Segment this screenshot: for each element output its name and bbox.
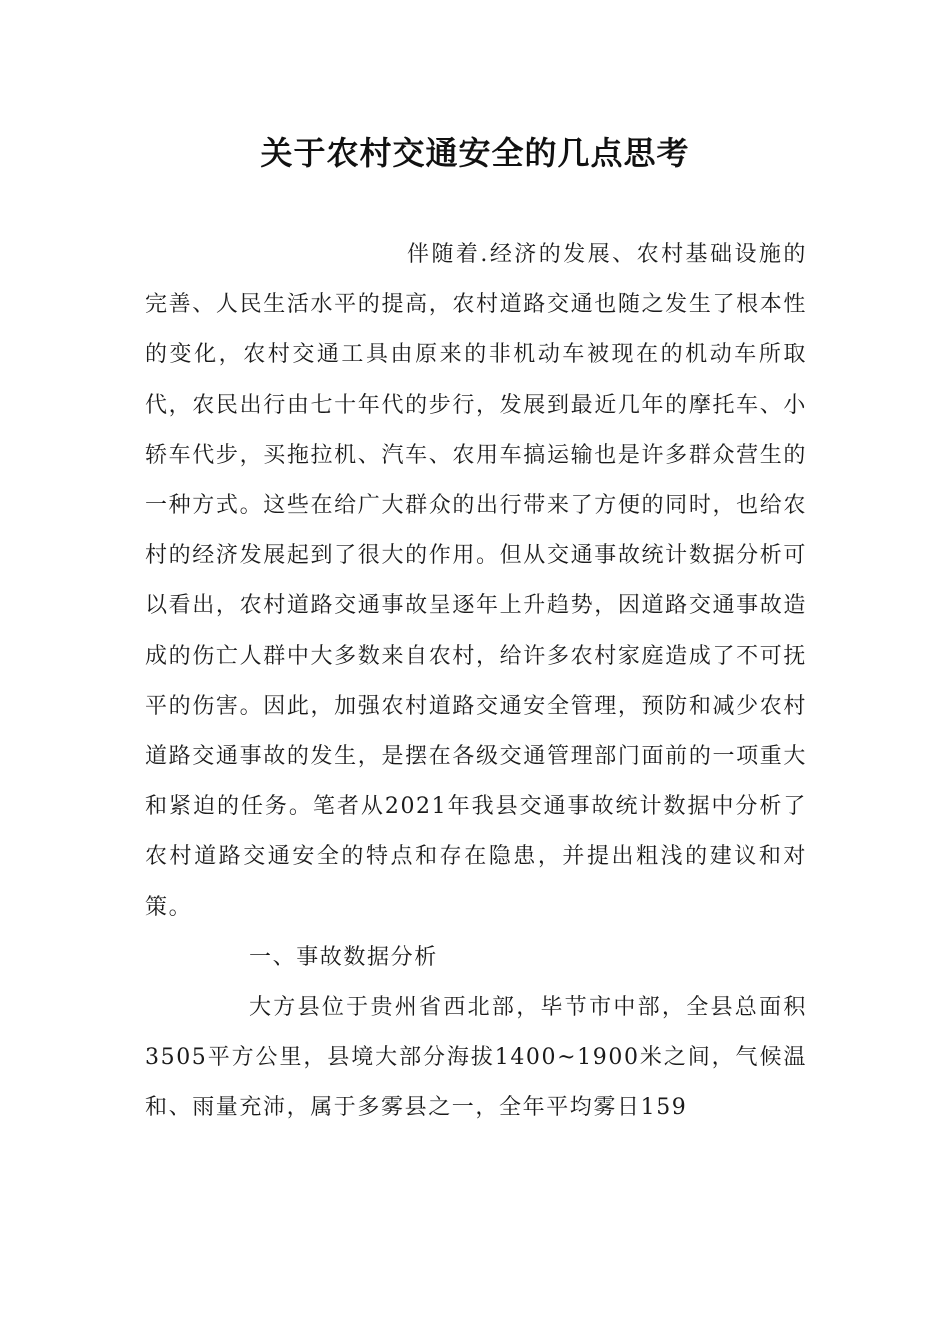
intro-paragraph: 伴随着.经济的发展、农村基础设施的完善、人民生活水平的提高，农村道路交通也随之发生了根本性的变化，农村交通工具由原来的非机动车被现在的机动车所取代，农民出行由七十年代的步行，发展到最近几年的摩托车、小轿车代步，买拖拉机、汽车、农用车搞运输也是许多群众营生的一种方式。这些在给广大群众的出行带来了方便的同时，也给农村的经济发展起到了很大的作用。但从交通事故统计数据分析可以看出，农村道路交通事故呈逐年上升趋势，因道路交通事故造成的伤亡人群中大多数来自农村，给许多农村家庭造成了不可抚平的伤害。因此，加强农村道路交通安全管理，预防和减少农村道路交通事故的发生，是摆在各级交通管理部门面前的一项重大和紧迫的任务。笔者从2021年我县交通事故统计数据中分析了农村道路交通安全的特点和存在隐患，并提出粗浅的建议和对策。 — [145, 242, 807, 920]
document-body — [145, 230, 807, 1134]
body-paragraph: 大方县位于贵州省西北部，毕节市中部，全县总面积3505平方公里，县境大部分海拔1400~1900米之间，气候温和、雨量充沛，属于多雾县之一，全年平均雾日159 — [145, 995, 807, 1121]
section-heading: 一、事故数据分析 — [249, 944, 438, 970]
document-title: 关于农村交通安全的几点思考 — [260, 134, 690, 172]
